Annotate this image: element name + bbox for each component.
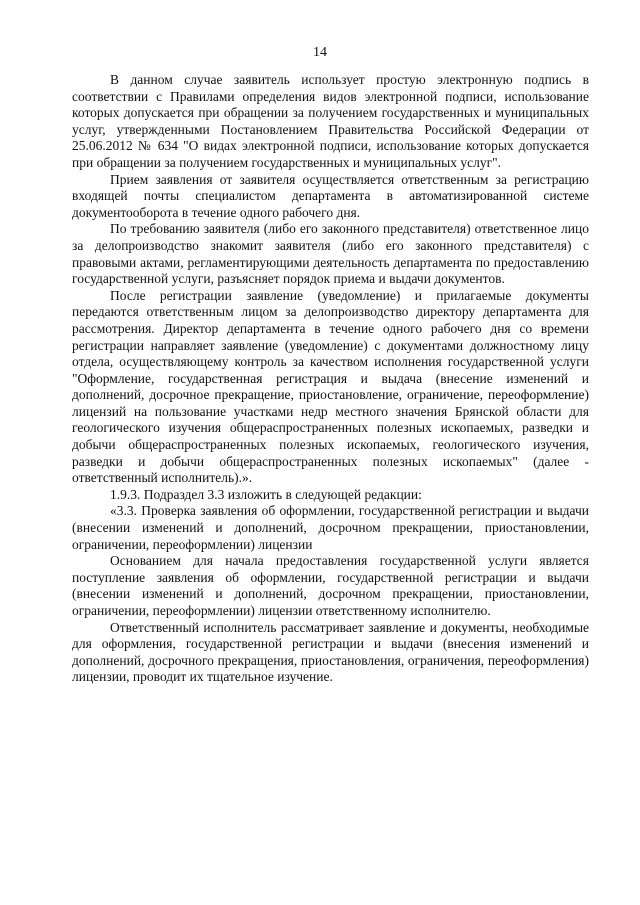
paragraph-registration-transfer: После регистрации заявление (уведомление) и прилагаемые документы передаются ответственным лицом за делопроизводство директору департамента для рассмотрения. Директор департамента в течение одного рабочего дня со времени регистрации направляет заявление (уведомление) с документами должностному лицу отдела, осуществляющему контроль за качеством исполнения государственной услуги "Оформление, государственная регистрация и выдача (внесение изменений и дополнений, досрочное прекращение, приостановление, ограничение, переоформление) лицензий на пользование участками недр местного значения Брянской области для геологического изучения общераспространенных полезных ископаемых, разведки и добычи общераспространенных полезных ископаемых, геологического изучения, разведки и добычи общераспространенных полезных ископаемых" (далее - ответственный исполнитель).». xyxy=(72,287,589,486)
paragraph-section-heading: «3.3. Проверка заявления об оформлении, государственной регистрации и выдачи (внесении изменений и дополнений, досрочном прекращении, приостановлении, ограничении, переоформлении) лицензии xyxy=(72,503,589,552)
paragraph-applicant-familiarization: По требованию заявителя (либо его законного представителя) ответственное лицо за делопроизводство знакомит заявителя (либо его законного представителя) с правовыми актами, регламентирующими деятельность департамента по предоставлению государственной услуги, разъясняет порядок приема и выдачи документов. xyxy=(72,221,589,287)
paragraph-basis-for-service: Основанием для начала предоставления государственной услуги является поступление заявления об оформлении, государственной регистрации и выдачи (внесении изменений и дополнений, досрочном прекращении, приостановлении, ограничении, переоформлении) лицензии ответственному исполнителю. xyxy=(72,553,589,618)
paragraph-subsection-amendment: 1.9.3. Подраздел 3.3 изложить в следующей редакции: xyxy=(110,486,422,502)
paragraph-executor-review: Ответственный исполнитель рассматривает заявление и документы, необходимые для оформления, государственной регистрации и выдачи (внесения изменений и дополнений, досрочного прекращения, приостановления, ограничения, переоформления) лицензии, проводит их тщательное изучение. xyxy=(72,619,589,685)
paragraph-application-receipt: Прием заявления от заявителя осуществляется ответственным за регистрацию входящей почты специалистом департамента в автоматизированной системе документооборота в течение одного рабочего дня. xyxy=(72,171,589,220)
document-body xyxy=(72,72,589,686)
paragraph-electronic-signature: В данном случае заявитель использует простую электронную подпись в соответствии с Правилами определения видов электронной подписи, использование которых допускается при обращении за получением государственных и муниципальных услуг, утвержденными Постановлением Правительства Российской Федерации от 25.06.2012 № 634 "О видах электронной подписи, использование которых допускается при обращении за получением государственных и муниципальных услуг". xyxy=(72,72,589,170)
page-number: 14 xyxy=(313,45,327,60)
